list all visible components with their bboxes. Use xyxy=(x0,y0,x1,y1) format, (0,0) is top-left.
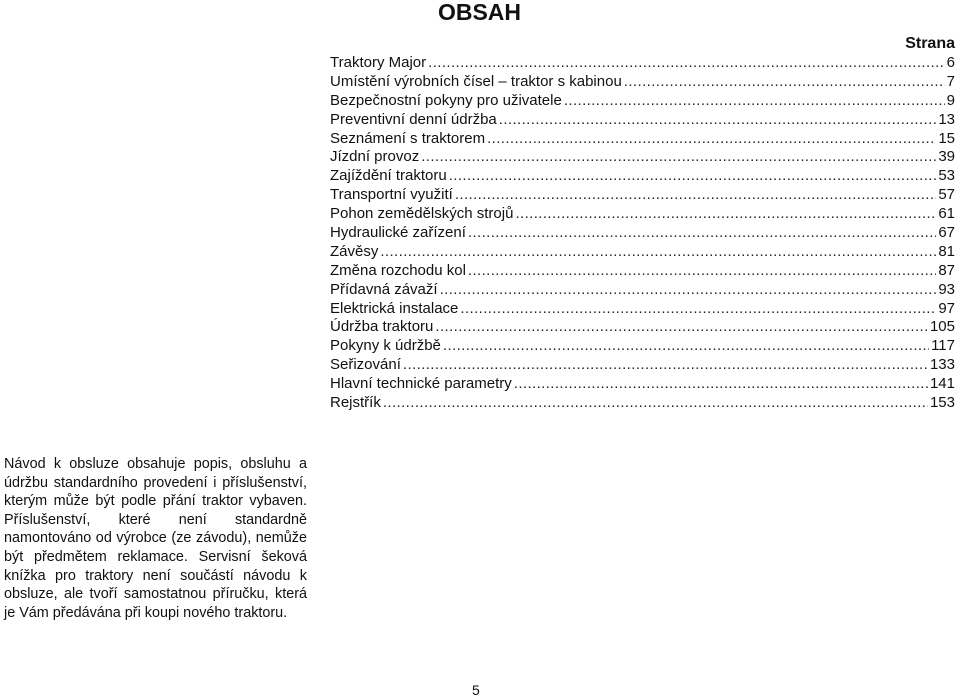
toc-leader-dots xyxy=(403,356,928,375)
toc-entry[interactable] xyxy=(330,205,955,224)
toc-entry-label: Pokyny k údržbě xyxy=(330,337,441,355)
toc-leader-dots xyxy=(515,205,936,224)
toc-entry-page: 81 xyxy=(938,242,955,260)
toc-entry-label: Změna rozchodu kol xyxy=(330,261,466,279)
toc-entry[interactable] xyxy=(330,224,955,243)
toc-entry-page: 6 xyxy=(946,54,955,71)
intro-note: Návod k obsluze obsahuje popis, obsluhu a údržbu standardního provedení i příslušenství, kterým může být podle přání traktor vybaven. Příslušenství, které není standardně namontováno od výrobce (ze závodu), nemůže být předmětem reklamace. Servisní šeková knížka pro traktory není součástí návodu k obsluze, ale tvoří samostatnou příručku, která je Vám předávána při koupi nového traktoru. xyxy=(4,456,307,621)
toc-leader-dots xyxy=(380,243,936,262)
toc-entry[interactable] xyxy=(330,54,955,73)
toc-leader-dots xyxy=(455,186,936,205)
toc-leader-dots xyxy=(440,281,937,300)
toc-leader-dots xyxy=(443,337,929,356)
toc-leader-dots xyxy=(514,375,928,394)
toc-entry-page: 105 xyxy=(929,318,955,336)
toc-leader-dots xyxy=(564,92,945,111)
toc-entry[interactable] xyxy=(330,318,955,337)
toc-entry-page: 117 xyxy=(931,337,955,355)
toc-leader-dots xyxy=(499,111,937,130)
toc-entry[interactable] xyxy=(330,243,955,262)
toc-entry[interactable] xyxy=(330,186,955,205)
toc-entry-label: Hydraulické zařízení xyxy=(330,224,466,242)
toc-leader-dots xyxy=(383,394,928,413)
toc-entry-label: Preventivní denní údržba xyxy=(330,110,497,128)
toc-entry-label: Pohon zemědělských strojů xyxy=(330,205,514,223)
toc-entry[interactable] xyxy=(330,73,955,92)
toc-entry-page: 7 xyxy=(946,72,955,90)
toc-entry-page: 13 xyxy=(938,110,955,128)
toc-entry-label: Přídavná závaží xyxy=(330,280,438,298)
toc-entry[interactable] xyxy=(330,92,955,111)
toc-entry-page: 87 xyxy=(938,261,955,279)
toc-entry-label: Údržba traktoru xyxy=(330,318,434,336)
toc-entry-page: 93 xyxy=(938,280,955,298)
toc-leader-dots xyxy=(435,318,928,337)
toc-entry[interactable] xyxy=(330,337,955,356)
toc-entry[interactable] xyxy=(330,148,955,167)
toc-entry-label: Bezpečnostní pokyny pro uživatele xyxy=(330,91,562,109)
toc-entry[interactable] xyxy=(330,281,955,300)
toc-entry-label: Rejstřík xyxy=(330,394,381,412)
toc-entry[interactable] xyxy=(330,130,955,149)
toc-entry-page: 97 xyxy=(938,299,955,317)
toc-entry-page: 9 xyxy=(946,91,955,109)
toc-entry-label: Elektrická instalace xyxy=(330,299,459,317)
toc-entry-label: Umístění výrobních čísel – traktor s kabinou xyxy=(330,72,622,90)
table-of-contents xyxy=(330,54,955,413)
toc-entry-page: 133 xyxy=(929,356,955,374)
toc-entry-label: Hlavní technické parametry xyxy=(330,375,512,393)
toc-leader-dots xyxy=(624,73,945,92)
page-title: OBSAH xyxy=(437,0,522,25)
toc-entry-page: 15 xyxy=(938,129,955,147)
toc-leader-dots xyxy=(421,148,936,167)
toc-leader-dots xyxy=(468,262,936,281)
toc-entry-label: Traktory Major xyxy=(330,54,427,71)
toc-entry[interactable] xyxy=(330,375,955,394)
toc-leader-dots xyxy=(487,130,936,149)
toc-entry-page: 39 xyxy=(938,148,955,166)
toc-entry[interactable] xyxy=(330,300,955,319)
toc-entry-label: Seznámení s traktorem xyxy=(330,129,486,147)
page-column-header: Strana xyxy=(905,35,955,52)
toc-entry[interactable] xyxy=(330,111,955,130)
toc-entry-page: 61 xyxy=(938,205,955,223)
toc-entry-page: 57 xyxy=(938,186,955,204)
toc-entry[interactable] xyxy=(330,356,955,375)
toc-entry[interactable] xyxy=(330,167,955,186)
toc-entry-label: Transportní využití xyxy=(330,186,453,204)
toc-entry[interactable] xyxy=(330,394,955,413)
toc-entry-page: 67 xyxy=(938,224,955,242)
toc-entry-label: Seřizování xyxy=(330,356,401,374)
toc-entry[interactable] xyxy=(330,262,955,281)
toc-leader-dots xyxy=(449,167,937,186)
toc-entry-page: 153 xyxy=(929,394,955,412)
toc-entry-label: Zajíždění traktoru xyxy=(330,167,447,185)
page-number: 5 xyxy=(472,682,480,698)
toc-entry-label: Jízdní provoz xyxy=(330,148,420,166)
toc-entry-page: 141 xyxy=(929,375,955,393)
toc-leader-dots xyxy=(468,224,936,243)
toc-entry-label: Závěsy xyxy=(330,242,379,260)
toc-entry-page: 53 xyxy=(938,167,955,185)
toc-leader-dots xyxy=(428,54,945,73)
toc-leader-dots xyxy=(460,300,936,319)
